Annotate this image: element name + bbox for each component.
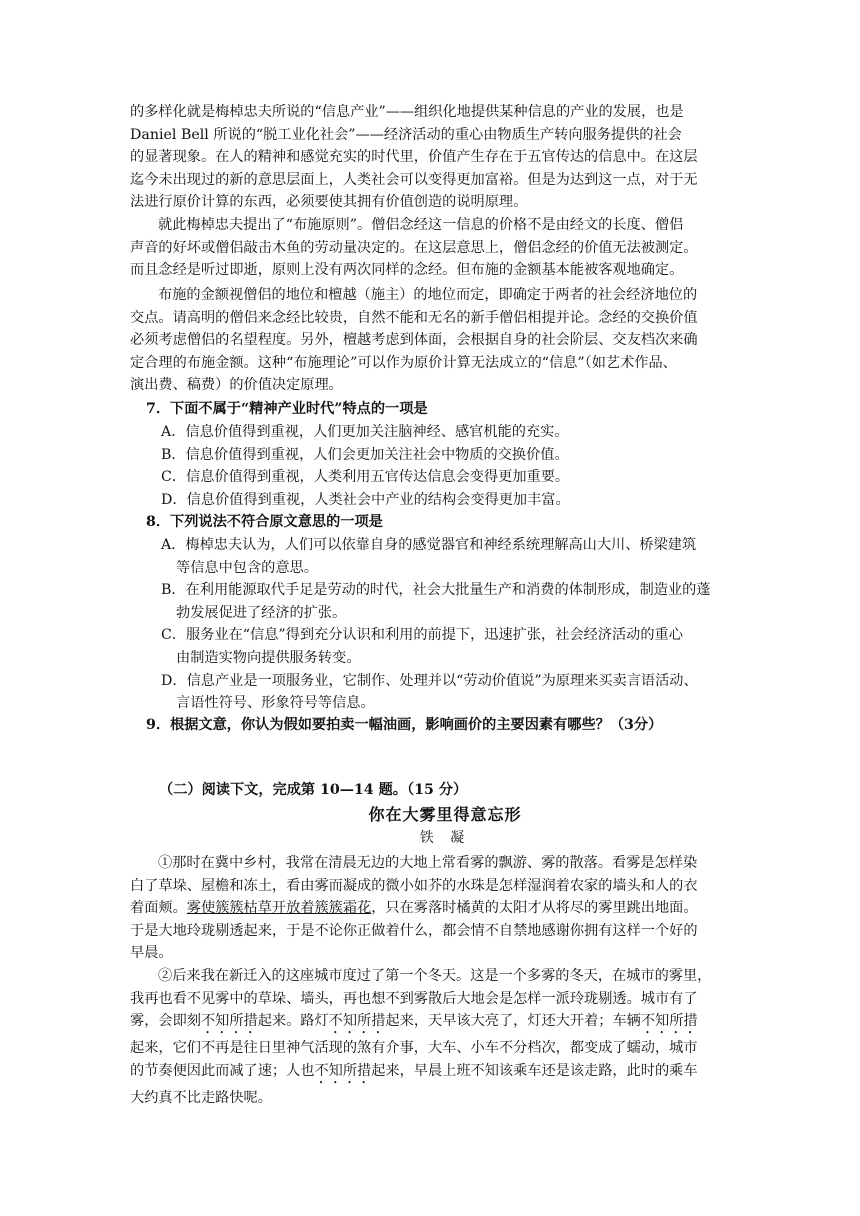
text-line: 演出费、稿费）的价值决定原理。 — [130, 377, 343, 394]
text-segment: 起来，天早该大亮了，灯还大开着；车辆 — [385, 1013, 641, 1030]
text-line: Daniel Bell 所说的“脱工业化社会”——经济活动的重心由物质生产转向服务提供的社会 — [130, 126, 682, 143]
article-title: 你在大雾里得意忘形 — [368, 805, 522, 824]
article-author: 铁 凝 — [419, 830, 471, 846]
option-b-continued: 勃发展促进了经济的扩张。 — [176, 604, 347, 621]
question-7-options — [161, 421, 731, 511]
text-line: ①那时在冀中乡村，我常在清晨无边的大地上常看雾的飘游、雾的散落。看雾是怎样染 — [158, 855, 698, 871]
question-8-stem: 8．下列说法不符合原文意思的一项是 — [146, 514, 383, 530]
text-line: 必须考虑僧侣的名望程度。另外，檀越考虑到体面，会根据自身的社会阶层、交友档次来确 — [130, 332, 698, 349]
emphasized-phrase: 不知所措 — [314, 1062, 372, 1079]
text-line — [130, 1010, 730, 1037]
option-d: D．信息价值得到重视，人类社会中产业的结构会变得更加丰富。 — [161, 491, 570, 508]
text-line: 就此梅棹忠夫提出了“布施原则”。僧侣念经这一信息的价格不是由经文的长度、僧侣 — [158, 217, 684, 233]
text-line: 早晨。 — [130, 945, 173, 962]
option-d-continued: 言语性符号、形象符号等信息。 — [176, 695, 375, 712]
text-line: 我再也看不见雾中的草垛、墙头，再也想不到雾散后大地会是怎样一派玲珑剔透。城市有了 — [130, 990, 698, 1007]
text-line: 布施的金额视僧侣的地位和檀越（施主）的地位而定，即确定于两者的社会经济地位的 — [158, 287, 698, 303]
text-segment: 起来。路灯 — [257, 1013, 329, 1030]
text-line: 而且念经是听过即逝，原则上没有两次同样的念经。但布施的金额基本能被客观地确定。 — [130, 262, 684, 279]
text-line: 声音的好坏或僧侣敲击木鱼的劳动量决定的。在这层意思上，僧侣念经的价值无法被测定。 — [130, 239, 698, 256]
text-line: 定合理的布施金额。这种“布施理论”可以作为原价计算无法成立的“信息”（如艺术作品、 — [130, 354, 677, 371]
text-line: 交点。请高明的僧侣来念经比较贵，自然不能和无名的新手僧侣相提并论。念经的交换价值 — [130, 309, 698, 326]
passage1-paragraph-2 — [130, 214, 730, 282]
passage2-paragraph-2 — [130, 965, 730, 1109]
emphasized-phrase: 不知所措 — [328, 1013, 386, 1030]
question-7-stem: 7．下面不属于“精神产业时代”特点的一项是 — [146, 401, 428, 417]
option-a: A．梅棹忠夫认为，人们可以依靠自身的感觉器官和神经系统理解高山大川、桥梁建筑 — [161, 537, 697, 553]
option-c-continued: 由制造实物向提供服务转变。 — [176, 649, 361, 666]
text-line: 的多样化就是梅棹忠夫所说的“信息产业”——组织化地提供某种信息的产业的发展，也是 — [130, 104, 684, 120]
passage1-paragraph-1 — [130, 101, 730, 214]
passage1-paragraph-3 — [130, 284, 730, 397]
option-b: B．信息价值得到重视，人们会更加关注社会中物质的交换价值。 — [161, 446, 569, 463]
text-segment: ，只在雾落时橘黄的太阳才从将尽的雾里跳出地面。 — [371, 900, 698, 917]
passage2-paragraph-1 — [130, 852, 730, 965]
text-segment: 雾，会即刻 — [130, 1013, 201, 1030]
section-2-heading: （二）阅读下文，完成第 10—14 题。（15 分） — [159, 782, 468, 798]
text-line — [130, 897, 730, 920]
emphasized-phrase: 不知所措 — [640, 1013, 698, 1030]
text-line — [130, 1060, 730, 1087]
text-line: 起来，它们不再是往日里神气活现的煞有介事，大车、小车不分档次，都变成了蠕动，城市 — [130, 1040, 698, 1057]
option-c: C．信息价值得到重视，人类利用五官传达信息会变得更加重要。 — [161, 469, 570, 486]
question-9-stem: 9．根据文意，你认为假如要拍卖一幅油画，影响画价的主要因素有哪些？（3分） — [146, 717, 663, 733]
text-line: 白了草垛、屋檐和冻土，看由雾而凝成的微小如芥的水珠是怎样湿润着农家的墙头和人的衣 — [130, 877, 698, 894]
option-d: D．信息产业是一项服务业，它制作、处理并以“劳动价值说”为原理来买卖言语活动、 — [161, 672, 698, 689]
text-segment: 起来，早晨上班不知该乘车还是该走路，此时的乘车 — [371, 1062, 698, 1079]
text-line: 法进行原价计算的东西，必须要使其拥有价值创造的说明原理。 — [130, 194, 528, 211]
option-b: B．在利用能源取代手足是劳动的时代，社会大批量生产和消费的体制形成，制造业的蓬 — [161, 582, 711, 599]
option-a: A．信息价值得到重视，人们更加关注脑神经、感官机能的充实。 — [161, 424, 569, 440]
option-a-continued: 等信息中包含的意思。 — [176, 559, 318, 576]
underlined-sentence: 雾使簇簇枯草开放着簇簇霜花 — [186, 900, 372, 917]
text-line: 迄今未出现过的新的意思层面上，人类社会可以变得更加富裕。但是为达到这一点，对于无 — [130, 171, 698, 188]
text-line: 的显著现象。在人的精神和感觉充实的时代里，价值产生存在于五官传达的信息中。在这层 — [130, 149, 698, 166]
question-8-options — [161, 534, 731, 715]
text-line: 大约真不比走路快呢。 — [130, 1089, 272, 1106]
option-c: C．服务业在“信息”得到充分认识和利用的前提下，迅速扩张，社会经济活动的重心 — [161, 627, 683, 644]
text-line: ②后来我在新迁入的这座城市度过了第一个冬天。这是一个多雾的冬天，在城市的雾里， — [158, 968, 712, 984]
text-segment: 的节奏便因此而减了速；人也 — [130, 1062, 315, 1079]
emphasized-phrase: 不知所措 — [200, 1013, 258, 1030]
text-segment: 着面颊。 — [130, 900, 187, 917]
text-line: 于是大地玲珑剔透起来，于是不论你正做着什么，都会情不自禁地感谢你拥有这样一个好的 — [130, 922, 698, 939]
